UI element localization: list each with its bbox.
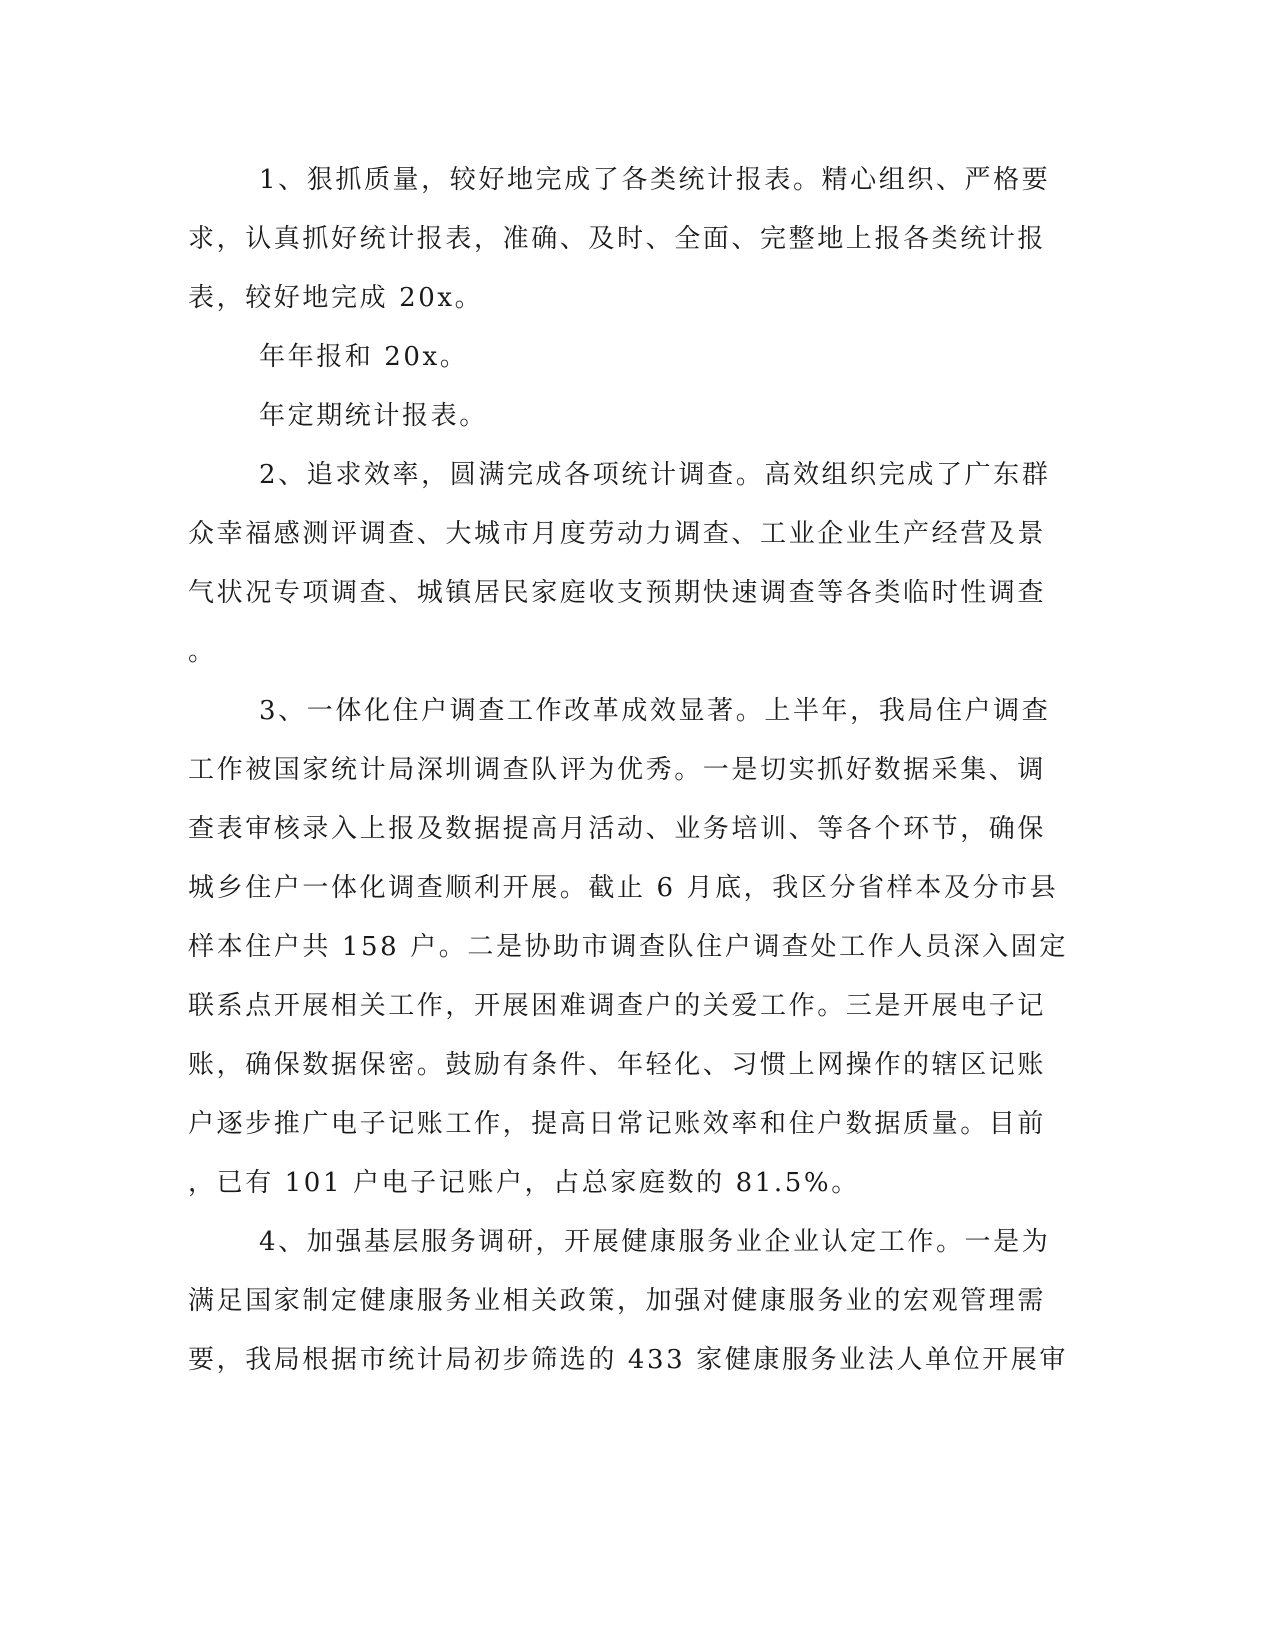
text-line: 表，较好地完成 20x。	[188, 283, 484, 313]
text-line: 3、一体化住户调查工作改革成效显著。上半年，我局住户调查	[259, 696, 1051, 726]
text-line: 年定期统计报表。	[259, 401, 488, 431]
text-line: 气状况专项调查、城镇居民家庭收支预期快速调查等各类临时性调查	[188, 578, 1047, 608]
text-line: 账，确保数据保密。鼓励有条件、年轻化、习惯上网操作的辖区记账	[188, 1050, 1047, 1080]
text-line: 满足国家制定健康服务业相关政策，加强对健康服务业的宏观管理需	[188, 1286, 1047, 1316]
text-line: 众幸福感测评调查、大城市月度劳动力调查、工业企业生产经营及景	[188, 519, 1047, 549]
text-line: 求，认真抓好统计报表，准确、及时、全面、完整地上报各类统计报	[188, 224, 1047, 254]
text-line: ，已有 101 户电子记账户，占总家庭数的 81.5%。	[188, 1168, 860, 1198]
text-line: 查表审核录入上报及数据提高月活动、业务培训、等各个环节，确保	[188, 814, 1047, 844]
text-line: 1、狠抓质量，较好地完成了各类统计报表。精心组织、严格要	[259, 165, 1051, 195]
text-line: 样本住户共 158 户。二是协助市调查队住户调查处工作人员深入固定	[188, 932, 1068, 962]
text-line: 2、追求效率，圆满完成各项统计调查。高效组织完成了广东群	[259, 460, 1051, 490]
text-line: 要，我局根据市统计局初步筛选的 433 家健康服务业法人单位开展审	[188, 1345, 1068, 1375]
text-line: 工作被国家统计局深圳调查队评为优秀。一是切实抓好数据采集、调	[188, 755, 1047, 785]
text-line: 户逐步推广电子记账工作，提高日常记账效率和住户数据质量。目前	[188, 1109, 1047, 1139]
text-line: 联系点开展相关工作，开展困难调查户的关爱工作。三是开展电子记	[188, 991, 1047, 1021]
text-line: 年年报和 20x。	[259, 342, 469, 372]
text-line: 4、加强基层服务调研，开展健康服务业企业认定工作。一是为	[259, 1227, 1051, 1257]
text-line: 。	[188, 637, 217, 667]
text-line: 城乡住户一体化调查顺利开展。截止 6 月底，我区分省样本及分市县	[188, 873, 1059, 903]
